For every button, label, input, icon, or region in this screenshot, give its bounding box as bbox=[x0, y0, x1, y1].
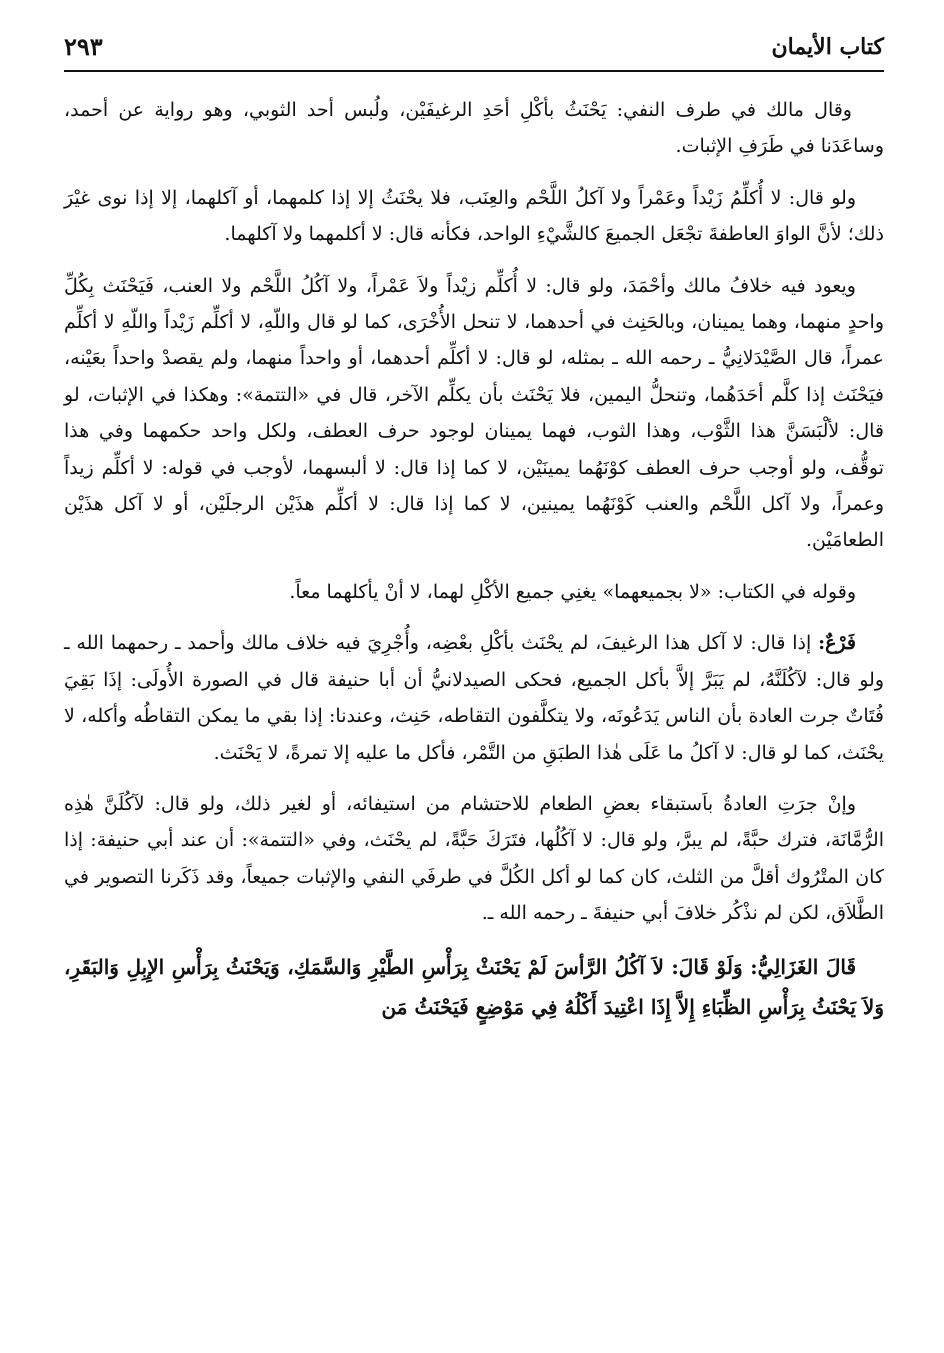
paragraph-5 bbox=[64, 625, 884, 771]
page-body bbox=[64, 92, 884, 1042]
page-number: ٢٩٣ bbox=[64, 32, 103, 61]
page-header bbox=[64, 30, 884, 72]
paragraph-4: وقوله في الكتاب: «لا بجميعهما» يغنِي جميع الأكْلِ لهما، لا أنْ يأكلهما معاً. bbox=[289, 580, 856, 603]
paragraph-3: ويعود فيه خلافُ مالك وأحْمَدَ، ولو قال: لا أُكلِّم زيْداً ولاَ عَمْراً، ولا آكُلُ اللَّحْم ولا العنب، فَيَحْنَث بِكُلِّ واحدٍ منهما، وهما يمينان، وبالحَنِث في أحدهما، لا تنحل الأُخْرَى، كما لو قال واللّهِ، لا أكلِّم زَيْداً واللّهِ لا أكلِّم عمراً، قال الصَّيْدَلانِيُّ ـ رحمه الله ـ بمثله، لو قال: لا أكلِّم أحدهما، أو واحداً منهما، ولم يقصدْ واحداً بعَيْنه، فيَحْنَث إذا كلَّم أحَدَهُما، وتنحلُّ اليمين، فلا يَحْنَث بأن يكلِّم الآخر، قال في «التتمة»: وهكذا في الإثبات، لو قال: لألْبَسَنَّ هذا الثَّوْب، وهذا الثوب، فهما يمينان لوجود حرف العطف، ولكل واحد حكمهما وفي هذا توقُّف، ولو أوجب حرف العطف كوْنَهُما يمينَيْن، لا كما إذا قال: لا ألبسهما، لأوجب في قوله: لا أكلِّم زيداً وعمراً، ولا آكل اللَّحْم والعنب كَوْنَهُما يمينين، لا كما إذا قال: لا أكلِّم هذَيْن الرجلَيْن، أو لا آكل هذَيْن الطعامَيْن. bbox=[64, 274, 884, 552]
running-title: كتاب الأيمان bbox=[771, 34, 884, 60]
paragraph-1: وقال مالك في طرف النفي: يَحْنَثُ بأكْلِ أحَدِ الرغيفَيْن، ولُبس أحد الثوبي، وهو رواية عن أحمد، وساعَدَنا في طَرَفِ الإثبات. bbox=[64, 99, 884, 158]
paragraph-6: وإنْ جرَتِ العادةُ باَستبقاء بعضِ الطعام للاحتشام من استيفائه، أو لغير ذلك، ولو قال: لآكُلَنَّ هٰذِه الرُّمَّانَة، فترك حبَّةً، لم يبرَّ، ولو قال: لا آكُلُها، فتَرَكَ حَبَّةً، لم يحْنَث، وفي «التتمة»: أن عند أبي حنيفة: إذا كان المتْرُوك أقلَّ من الثلث، كان كما لو أكل الكُلَّ في طرفَي النفي والإثبات جميعاً، وقد ذَكَرنا التصوير في الطَّلاَق، لكن لم نذْكُر خلافَ أبي حنيفةَ ـ رحمه الله ـ. bbox=[64, 792, 885, 925]
matn-quote: قَالَ الغَزَالِيُّ: وَلَوْ قَالَ: لاَ آكُلُ الرَّأسَ لَمْ يَحْنَثْ بِرَأْسِ الطَّيْرِ وَالسَّمَكِ، وَيَحْنَثُ بِرَأْسِ الإِبِلِ وَالبَقَرِ، وَلاَ يَحْنَثُ بِرَأْسِ الظِّبَاءِ إِلاَّ إِذَا اعْتِيدَ أَكْلُهُ فِي مَوْضِعٍ فَيَحْنَثُ مَن bbox=[64, 954, 884, 1019]
far-text: إذا قال: لا آكل هذا الرغيفَ، لم يحْنَث بأكْلِ بعْضِه، وأُجْرِيَ فيه خلاف مالك وأحمد ـ رحمهما الله ـ ولو قال: لآكُلَنَّهُ، لم يَبَرَّ إلاَّ بأكل الجميع، فحكى الصيدلانيُّ أن أبا حنيفة قال في الصورة الأُولَى: إذَا بَقِيَ فُتَاتٌ جرت العادة بأن الناس يَدَعُونَه، ولا يتكلَّفون التقاطه، حَنِث، وعندنا: إذا بقي ما يمكن التقاطُه وأكله، لا يحْنَث، كما لو قال: لا آكلُ ما عَلَى هٰذا الطبَقِ من التَّمْر، فأكل ما عليه إلا تمرةً، لا يَحْنَث. bbox=[64, 632, 884, 764]
far-heading: فَرْعٌ: bbox=[818, 632, 856, 655]
paragraph-2: ولو قال: لا أُكلِّمُ زَيْداً وعَمْراً ولا آكلُ اللَّحْم والعِنَب، فلا يحْنَثُ إلا إذا كلمهما، أو آكلهما، إلا إذا نوى غيْرَ ذلك؛ لأنَّ الواوَ العاطفةَ تجْعَل الجميعَ كالشَّيْءِ الواحد، فكأنه قال: لا أكلمهما ولا آكلهما. bbox=[64, 186, 884, 246]
